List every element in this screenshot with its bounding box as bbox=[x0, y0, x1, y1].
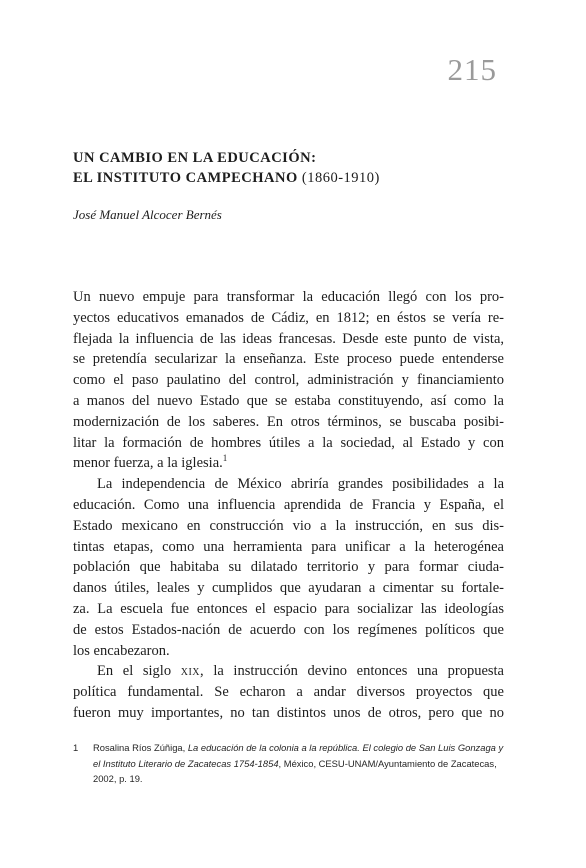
p1-line: yectos educativos emanados de Cádiz, en 1812; en éstos se vería re- bbox=[73, 309, 504, 326]
p2-line: La independencia de México abriría grandes posibilidades a la bbox=[97, 476, 504, 493]
p3-line bbox=[73, 661, 504, 682]
title-line-1: UN CAMBIO EN LA EDUCACIÓN: bbox=[73, 150, 317, 166]
page-number: 215 bbox=[447, 52, 497, 87]
p2-line: danos útiles, leales y cumplidos que ayudaran a cimentar su fortale- bbox=[73, 580, 504, 597]
footnote-body bbox=[93, 740, 513, 787]
p2-line: educación. Como una influencia aprendida de Francia y España, el bbox=[73, 496, 504, 513]
p1-last-line bbox=[73, 453, 504, 474]
p2-line: za. La escuela fue entonces el espacio para socializar las ideologías bbox=[73, 600, 504, 617]
footnote-title-a: La educación de la colonia a la república. El colegio de San Luis Gonzaga y bbox=[187, 742, 504, 753]
footnote-publisher: , México, CESU-UNAM/Ayuntamiento de Zacatecas, bbox=[278, 757, 497, 769]
p1-line: Un nuevo empuje para transformar la educación llegó con los pro- bbox=[73, 289, 504, 305]
footnote-line-2 bbox=[93, 756, 513, 772]
footnote-number: 1 bbox=[73, 742, 79, 753]
footnote bbox=[73, 740, 513, 787]
p2-line: de estos Estados-nación de acuerdo con los regímenes políticos que bbox=[73, 621, 504, 638]
p3-text: En el siglo bbox=[97, 663, 181, 680]
title-line-2 bbox=[73, 168, 513, 188]
century-numeral: xix bbox=[180, 663, 201, 680]
footnote-title-b: el Instituto Literario de Zacatecas 1754-1854 bbox=[93, 757, 279, 769]
p2-line: Estado mexicano en construcción vio a la instrucción, en sus dis- bbox=[73, 517, 504, 534]
p1-line: como el paso paulatino del control, administración y financiamiento bbox=[73, 372, 504, 389]
p1-line: a manos del nuevo Estado que se estaba constituyendo, así como la bbox=[73, 392, 504, 409]
article-author: José Manuel Alcocer Bernés bbox=[73, 207, 222, 222]
p1-line: se pretendía secularizar la enseñanza. Este proceso puede entenderse bbox=[73, 351, 504, 368]
p3-line: fueron muy importantes, no tan distintos unos de otros, pero que no bbox=[73, 704, 504, 721]
p3-text: , la instrucción devino entonces una propuesta bbox=[200, 663, 504, 680]
p1-line: modernización de los saberes. En otros términos, se buscaba posibi- bbox=[73, 413, 504, 430]
footnote-author: Rosalina Ríos Zúñiga, bbox=[93, 742, 188, 753]
p3-line: política fundamental. Se echaron a andar diversos proyectos que bbox=[73, 684, 504, 701]
title-line-2-main: EL INSTITUTO CAMPECHANO bbox=[73, 170, 302, 186]
p2-line: tintas etapas, como una herramienta para unificar a la heterogénea bbox=[73, 538, 504, 555]
article-title bbox=[73, 148, 513, 188]
p1-line-text: menor fuerza, a la iglesia. bbox=[73, 455, 223, 472]
footnote-line-1 bbox=[93, 740, 513, 756]
footnote-ref-1: 1 bbox=[222, 453, 228, 464]
footnote-line-3: 2002, p. 19. bbox=[93, 773, 143, 784]
p2-line: población que habitaba su dilatado territorio y para formar ciuda- bbox=[73, 559, 504, 576]
p1-line: litar la formación de hombres útiles a la sociedad, al Estado y con bbox=[73, 434, 504, 451]
article-body bbox=[73, 287, 504, 724]
p1-line: flejada la influencia de las ideas francesas. Desde este punto de vista, bbox=[73, 330, 504, 347]
p2-line: los encabezaron. bbox=[73, 642, 170, 659]
title-dates: (1860-1910) bbox=[301, 170, 380, 186]
